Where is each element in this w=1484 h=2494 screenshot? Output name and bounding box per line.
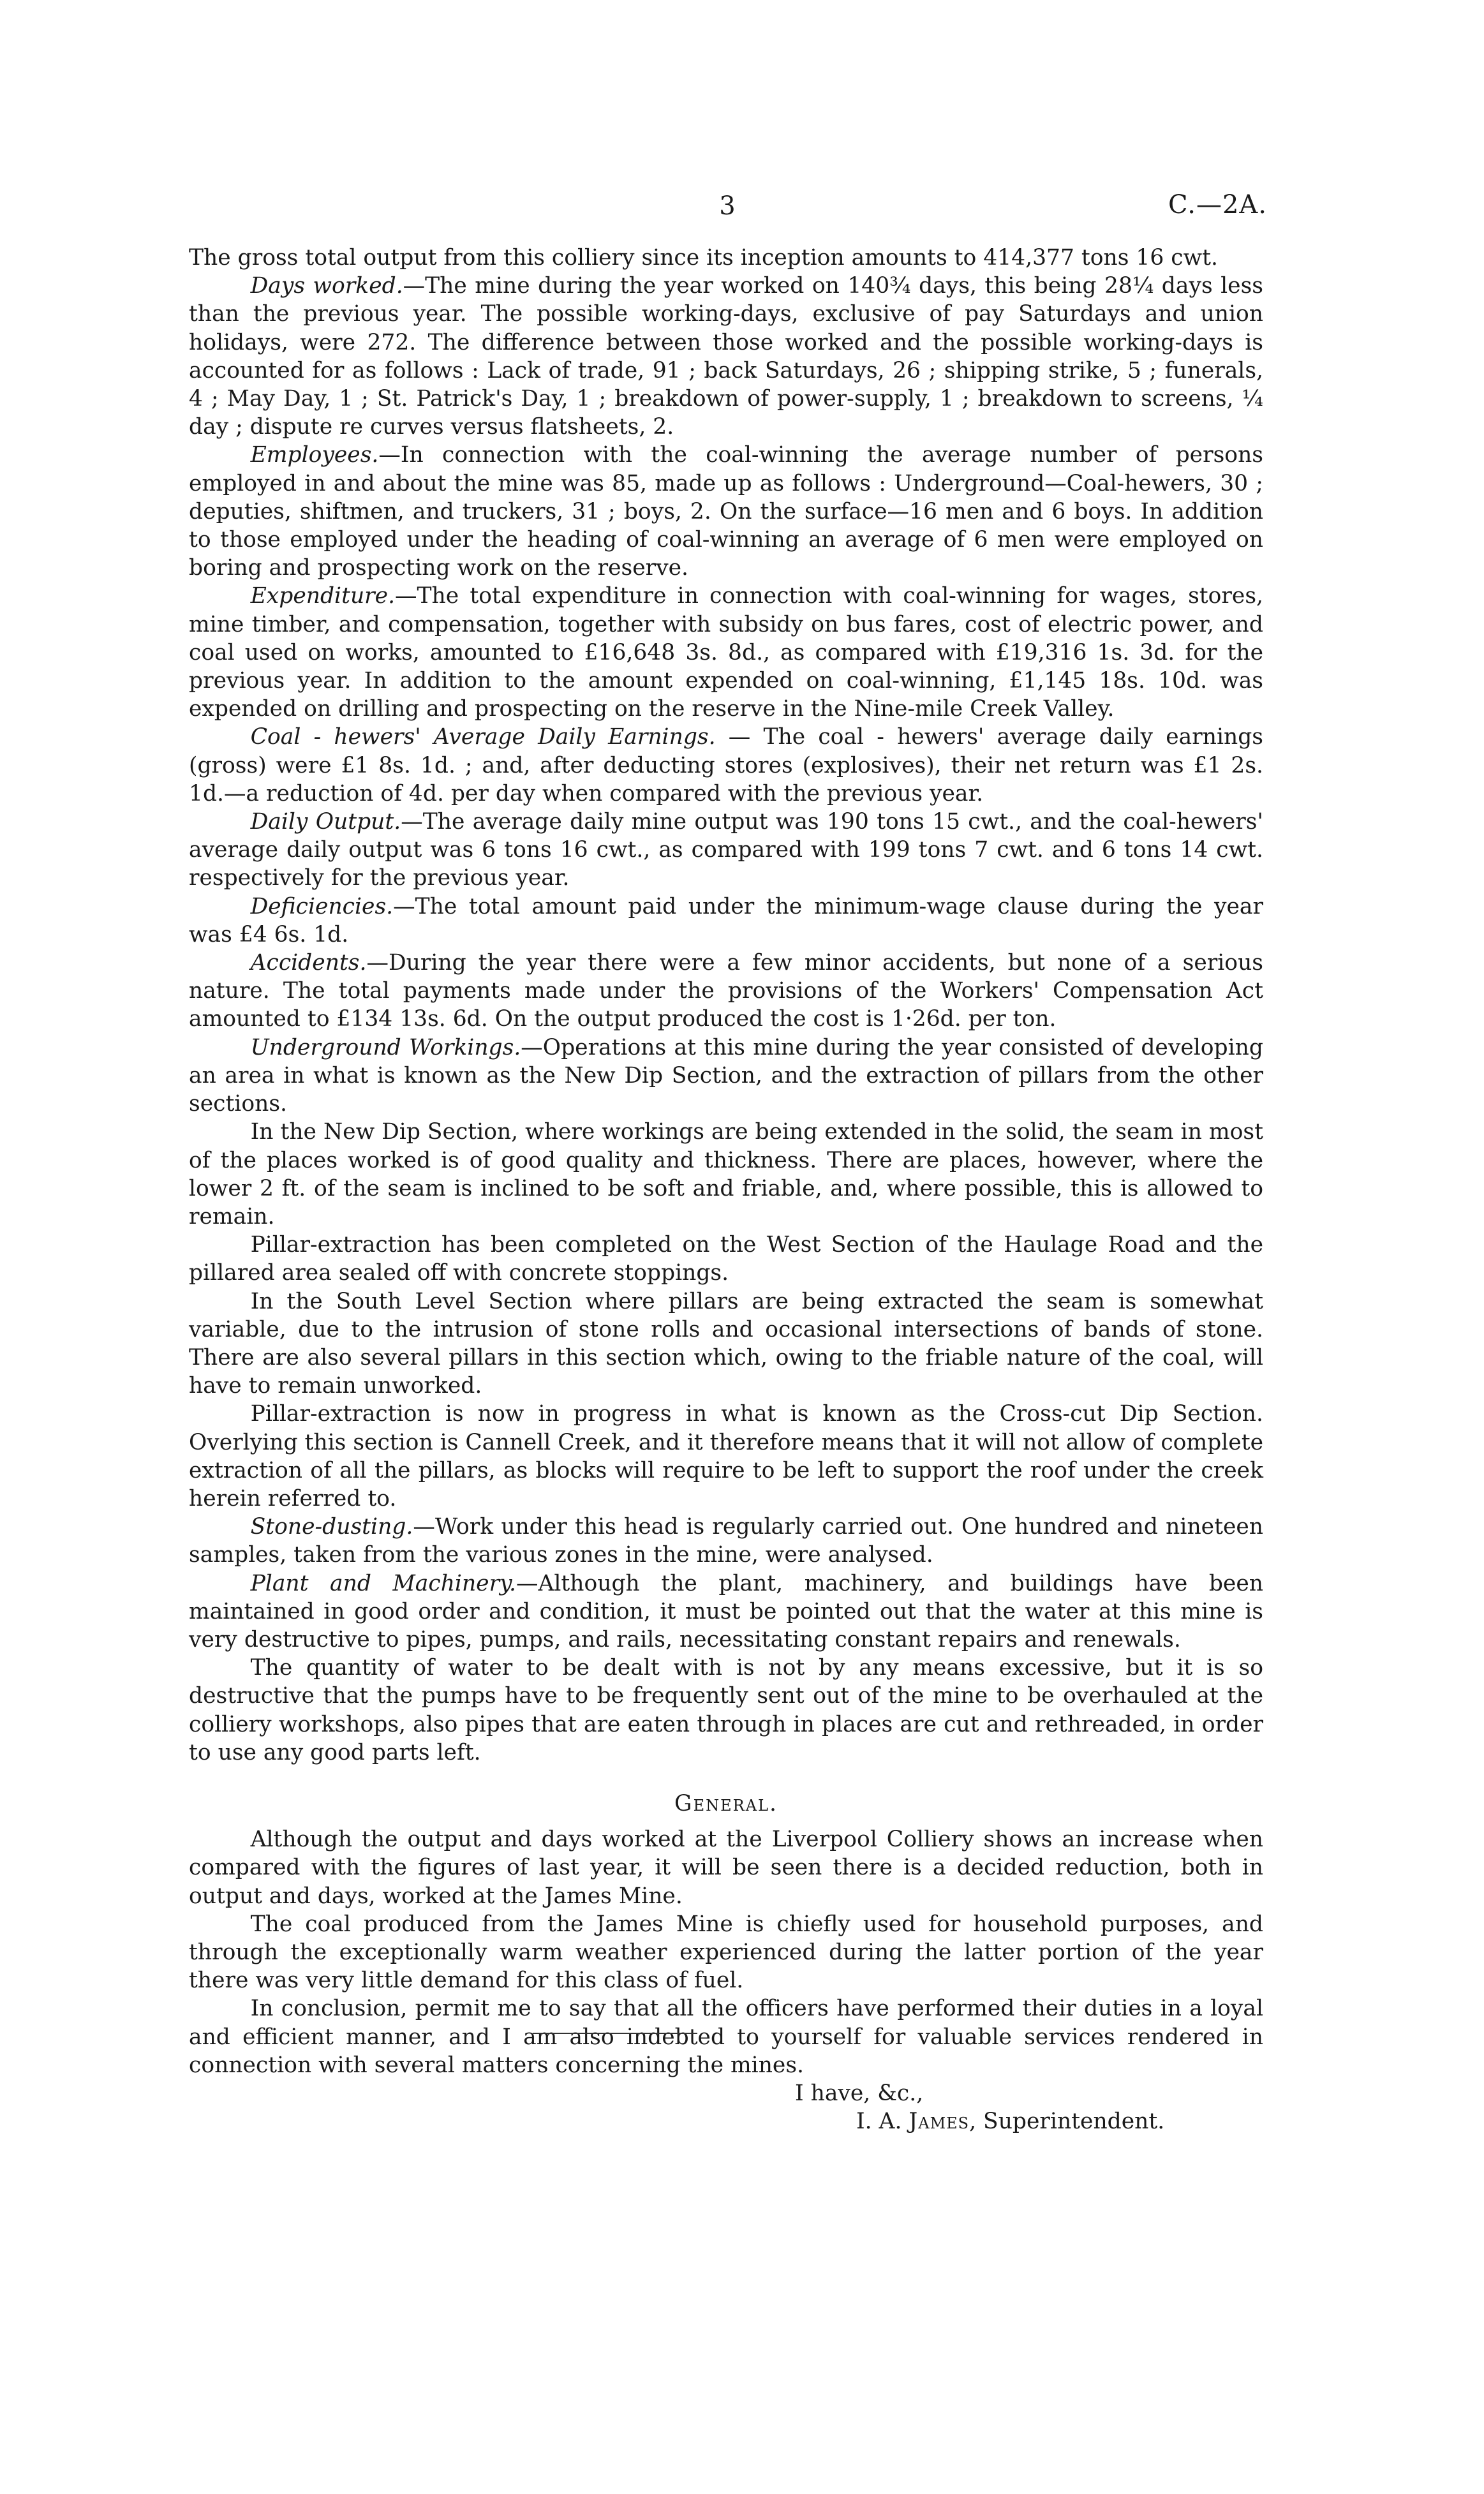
paragraph-general-output: Although the output and days worked at the Liverpool Colliery shows an increase when compared with the figures of last year, it will be seen there is a decided reduction, both in output and days, worked at the James Mine. [189, 1827, 1263, 1909]
paragraph-accidents [189, 949, 1263, 1034]
document-reference: C.—2A. [1168, 190, 1267, 219]
paragraph-text: In the South Level Section where pillars are being extracted the seam is somewhat variable, due to the intrusion of stone rolls and occasional intersections of bands of stone. There are also several pillars in this section which, owing to the friable nature of the coal, will have to remain unworked. [189, 1288, 1263, 1399]
paragraph-heading: Stone-dusting. [250, 1514, 413, 1540]
paragraph-heading: Accidents. [250, 950, 367, 976]
report-body [189, 244, 1263, 2135]
paragraph-text: —The total expenditure in connection with coal-winning for wages, stores, mine timber, and compensation, together with subsidy on bus fares, cost of electric power, and coal used on works, amounted to £16,648 3s. 8d., as compared with £19,316 1s. 3d. for the previous year. In addition to the amount expended on coal-winning, £1,145 18s. 10d. was expended on drilling and prospecting on the reserve in the Nine-mile Creek Valley. [189, 583, 1263, 722]
paragraph-heading: Expenditure. [250, 583, 396, 609]
paragraph-heading: Days worked. [250, 273, 403, 299]
paragraph-expenditure [189, 582, 1263, 723]
paragraph-general-household-coal: The coal produced from the James Mine is chiefly used for household purposes, and through the exceptionally warm weather experienced during the latter portion of the year there was very little demand for this class of fuel. [189, 1911, 1263, 1994]
paragraph-south-level-section [189, 1288, 1263, 1400]
paragraph-total-output [189, 244, 1263, 272]
paragraph-text: In the New Dip Section, where workings are being extended in the solid, the seam in most of the places worked is of good quality and thickness. There are places, however, where the lower 2 ft. of the seam is inclined to be soft and friable, and, where possible, this is allowed to remain. [189, 1119, 1263, 1229]
paragraph-underground-workings [189, 1034, 1263, 1118]
paragraph-cross-cut-dip-section [189, 1400, 1263, 1513]
paragraph-new-dip-section [189, 1118, 1263, 1231]
paragraph-deficiencies [189, 893, 1263, 949]
paragraph-stone-dusting [189, 1513, 1263, 1569]
page-number: 3 [719, 191, 736, 221]
paragraph-text: —In connection with the coal-winning the average number of persons employed in and about the mine was 85, made up as follows : Underground—Coal-hewers, 30 ; deputies, shiftmen, and truckers, 31 ; boys, 2. On the surface—16 men and 6 boys. In addition to those employed under the heading of coal-winning an average of 6 men were employed on boring and prospecting work on the reserve. [189, 442, 1263, 581]
paragraph-heading: Daily Output. [250, 809, 401, 835]
paragraph-heading: Plant and Machinery. [250, 1570, 516, 1596]
paragraph-daily-output [189, 808, 1263, 893]
paragraph-text: —Work under this head is regularly carried out. One hundred and nineteen samples, taken from the various zones in the mine, were analysed. [189, 1514, 1263, 1568]
paragraph-text: Pillar-extraction has been completed on the West Section of the Haulage Road and the pillared area sealed off with concrete stoppings. [189, 1232, 1263, 1286]
signoff-surname: James [909, 2109, 970, 2135]
paragraph-text: —The mine during the year worked on 140¾ days, this being 28¼ days less than the previous year. The possible working-days, exclusive of pay Saturdays and union holidays, were 272. The difference between those worked and the possible working-days is accounted for as follows : Lack of trade, 91 ; back Saturdays, 26 ; shipping strike, 5 ; funerals, 4 ; May Day, 1 ; St. Patrick's Day, 1 ; breakdown of power-supply, 1 ; breakdown to screens, ¼ day ; dispute re curves versus flatsheets, 2. [189, 273, 1263, 440]
paragraph-text: The gross total output from this colliery since its inception amounts to 414,377 tons 16 cwt. [189, 245, 1218, 271]
signoff-initials: I. A. [856, 2109, 902, 2135]
paragraph-days-worked [189, 272, 1263, 441]
paragraph-general-conclusion: In conclusion, permit me to say that all the officers have performed their duties in a loyal and efficient manner, and I am also indebted to yourself for valuable services rendered in connection with several matters concerning the mines. [189, 1996, 1263, 2078]
section-heading-general: General. [674, 1790, 778, 1816]
signoff-signature [189, 2107, 1263, 2135]
paragraph-text: —The average daily mine output was 190 tons 15 cwt., and the coal-hewers' average daily output was 6 tons 16 cwt., as compared with 199 tons 7 cwt. and 6 tons 14 cwt. respectively for the previous year. [189, 809, 1263, 891]
paragraph-heading: Coal - hewers' Average Daily Earnings. [250, 724, 716, 750]
paragraph-text: —Operations at this mine during the year consisted of developing an area in what is known as the New Dip Section, and the extraction of pillars from the other sections. [189, 1034, 1263, 1117]
paragraph-text: — The coal - hewers' average daily earnings (gross) were £1 8s. 1d. ; and, after deducting stores (explosives), their net return was £1 2s. 1d.—a reduction of 4d. per day when compared with the previous year. [189, 724, 1263, 806]
paragraph-text: —During the year there were a few minor accidents, but none of a serious nature. The total payments made under the provisions of the Workers' Compensation Act amounted to £134 13s. 6d. On the output produced the cost is 1·26d. per ton. [189, 950, 1263, 1032]
paragraph-text: Pillar-extraction is now in progress in what is known as the Cross-cut Dip Section. Overlying this section is Cannell Creek, and it therefore means that it will not allow of complete extraction of all the pillars, as blocks will require to be left to support the roof under the creek herein referred to. [189, 1401, 1263, 1511]
paragraph-heading: Underground Workings. [250, 1034, 521, 1060]
signoff-title: , Superintendent. [969, 2109, 1165, 2135]
paragraph-text: —Although the plant, machinery, and buildings have been maintained in good order and condition, it must be pointed out that the water at this mine is very destructive to pipes, pumps, and rails, necessitating constant repairs and renewals. [189, 1570, 1263, 1652]
paragraph-water-quantity [189, 1654, 1263, 1767]
paragraph-plant-machinery [189, 1570, 1263, 1654]
paragraph-text: The quantity of water to be dealt with is not by any means excessive, but it is so destructive that the pumps have to be frequently sent out of the mine to be overhauled at the colliery workshops, also pipes that are eaten through in places are cut and rethreaded, in order to use any good parts left. [189, 1655, 1263, 1765]
paragraph-west-section [189, 1231, 1263, 1287]
paragraph-heading: Employees. [250, 442, 379, 468]
paragraph-employees [189, 441, 1263, 582]
paragraph-heading: Deficiencies. [250, 893, 394, 919]
paragraph-daily-earnings [189, 723, 1263, 808]
signoff-closing: I have, &c., [795, 2081, 924, 2106]
paragraph-text: —The total amount paid under the minimum-wage clause during the year was £4 6s. 1d. [189, 893, 1263, 947]
end-rule-divider [533, 2033, 697, 2034]
